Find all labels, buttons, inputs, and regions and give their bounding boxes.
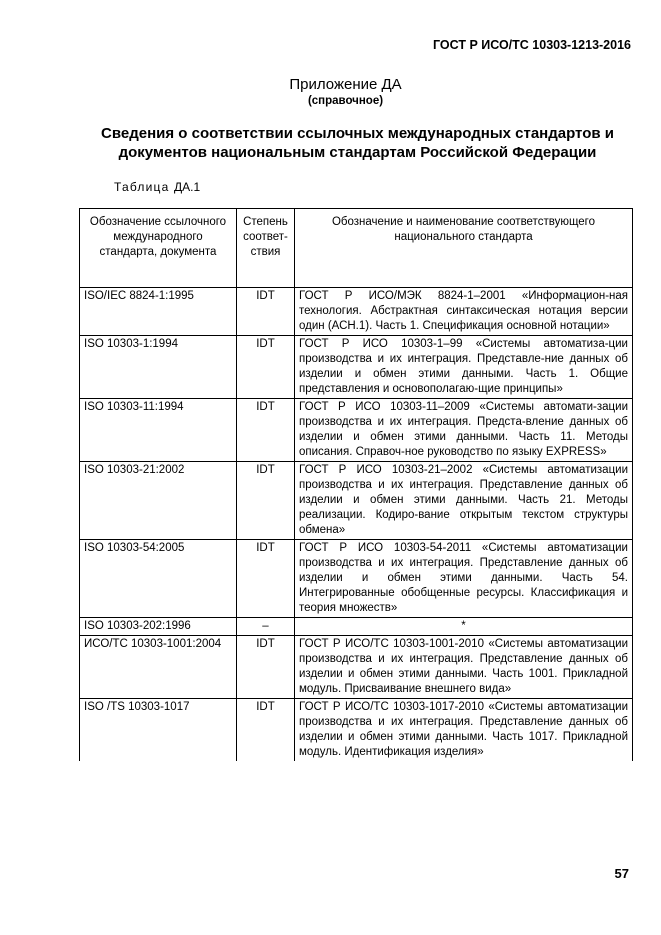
cell-designation: ИСО/ТС 10303-1001:2004 xyxy=(80,636,237,699)
cell-degree: IDT xyxy=(237,636,295,699)
cell-degree: IDT xyxy=(237,399,295,462)
section-heading: Сведения о соответствии ссылочных международных стандартов и документов национальным стандартам Российской Федерации xyxy=(101,125,614,161)
cell-degree: IDT xyxy=(237,540,295,618)
cell-designation: ISO 10303-54:2005 xyxy=(80,540,237,618)
cell-designation: ISO 10303-1:1994 xyxy=(80,336,237,399)
cell-designation: ISO 10303-202:1996 xyxy=(80,618,237,636)
table-header-row xyxy=(80,209,633,288)
table-row xyxy=(80,336,633,399)
cell-designation: ISO 10303-21:2002 xyxy=(80,462,237,540)
standard-code: ГОСТ Р ИСО/ТС 10303-1213-2016 xyxy=(432,38,631,52)
table-row xyxy=(80,618,633,636)
cell-national-standard: ГОСТ Р ИСО 10303-1–99 «Системы автоматиза-ции производства и их интеграция. Представле-ние данных об изделии и обмен этими данными. Часть 1. Общие представления и основополагаю-щие принципы» xyxy=(295,336,633,399)
header-degree: Степень соответ-ствия xyxy=(237,209,295,288)
cell-designation: ISO /TS 10303-1017 xyxy=(80,699,237,762)
cell-designation: ISO 10303-11:1994 xyxy=(80,399,237,462)
table-row xyxy=(80,540,633,618)
cell-national-standard: ГОСТ Р ИСО/ТС 10303-1001-2010 «Системы автоматизации производства и их интеграция. Представление данных об изделии и обмен этими данными. Часть 1001. Прикладной модуль. Присваивание внешнего вида» xyxy=(295,636,633,699)
cell-national-standard: ГОСТ Р ИСО/МЭК 8824-1–2001 «Информацион-ная технология. Абстрактная синтаксическая нотация версии один (АСН.1). Часть 1. Спецификация основной нотации» xyxy=(295,288,633,336)
cell-designation: ISO/IEC 8824-1:1995 xyxy=(80,288,237,336)
cell-degree: – xyxy=(237,618,295,636)
table-row xyxy=(80,636,633,699)
table-caption xyxy=(114,180,200,194)
header-designation: Обозначение ссылочного международного стандарта, документа xyxy=(80,209,237,288)
table-caption-word: Таблица xyxy=(114,180,170,194)
cell-degree: IDT xyxy=(237,699,295,762)
cell-national-standard: ГОСТ Р ИСО 10303-11–2009 «Системы автомати-зации производства и их интеграция. Предста-вление данных об изделии и обмен этими данными. Часть 11. Методы описания. Справоч-ное руководство по языку EXPRESS» xyxy=(295,399,633,462)
table-row xyxy=(80,462,633,540)
appendix-title: Приложение ДА xyxy=(289,76,402,93)
cell-national-standard: ГОСТ Р ИСО 10303-54-2011 «Системы автоматизации производства и их интеграция. Представление данных об изделии и обмен этими данными. Часть 54. Интегрированные обобщенные ресурсы. Классификация и теория множеств» xyxy=(295,540,633,618)
cell-degree: IDT xyxy=(237,336,295,399)
page-number: 57 xyxy=(614,866,629,881)
table-row xyxy=(80,288,633,336)
cell-national-standard: * xyxy=(295,618,633,636)
table-row xyxy=(80,399,633,462)
appendix-subtitle: (справочное) xyxy=(307,95,384,107)
table-caption-number: ДА.1 xyxy=(174,180,201,194)
header-national-standard: Обозначение и наименование соответствующего национального стандарта xyxy=(295,209,633,288)
cell-degree: IDT xyxy=(237,462,295,540)
correspondence-table xyxy=(79,208,633,761)
cell-degree: IDT xyxy=(237,288,295,336)
cell-national-standard: ГОСТ Р ИСО/ТС 10303-1017-2010 «Системы автоматизации производства и их интеграция. Представление данных об изделии и обмен этими данными. Часть 1017. Прикладной модуль. Идентификация изделия» xyxy=(295,699,633,762)
cell-national-standard: ГОСТ Р ИСО 10303-21–2002 «Системы автоматизации производства и их интеграция. Представление данных об изделии и обмен этими данными. Часть 21. Методы реализации. Кодиро-вание открытым текстом структуры обмена» xyxy=(295,462,633,540)
table-row xyxy=(80,699,633,762)
